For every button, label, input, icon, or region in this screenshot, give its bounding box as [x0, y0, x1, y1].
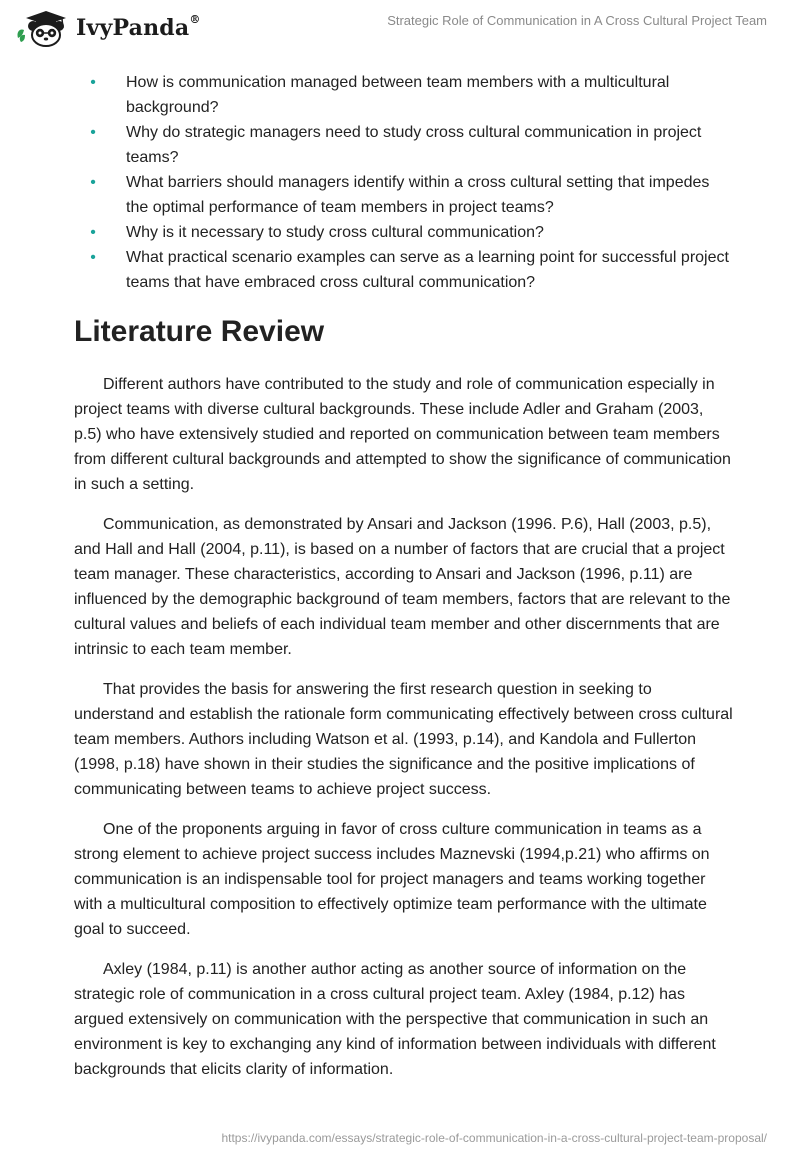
literature-review-body [74, 372, 734, 1097]
list-item: • What barriers should managers identify within a cross cultural setting that impedes the optimal performance of team members in project teams? [126, 170, 736, 220]
bullet-icon: • [90, 174, 96, 191]
panda-graduate-icon [14, 8, 70, 48]
list-item: • What practical scenario examples can serve as a learning point for successful project teams that have embraced cross cultural communication? [126, 245, 736, 295]
list-item: • How is communication managed between team members with a multicultural background? [126, 70, 736, 120]
bullet-icon: • [90, 224, 96, 241]
research-questions-list [0, 70, 800, 295]
paragraph: Communication, as demonstrated by Ansari and Jackson (1996. P.6), Hall (2003, p.5), and Hall and Hall (2004, p.11), is based on a number of factors that are crucial that a project team manager. These characteristics, according to Ansari and Jackson (1996, p.11) are influenced by the demographic background of team members, factors that are relevant to the cultural values and beliefs of each individual team member and other discernments that are intrinsic to each team member. [74, 516, 731, 658]
section-heading: Literature Review [74, 315, 325, 348]
document-title: Strategic Role of Communication in A Cross Cultural Project Team [387, 13, 767, 28]
bullet-icon: • [90, 74, 96, 91]
site-logo[interactable] [14, 8, 201, 48]
paragraph: Axley (1984, p.11) is another author acting as another source of information on the strategic role of communication in a cross cultural project team. Axley (1984, p.12) has argued extensively on communication with the perspective that communication in such an environment is key to exchanging any kind of information between individuals with different backgrounds that elicits clarity of information. [74, 961, 716, 1078]
footer-url[interactable]: https://ivypanda.com/essays/strategic-role-of-communication-in-a-cross-cultural-project-team-proposal/ [221, 1131, 767, 1145]
list-item: • Why do strategic managers need to study cross cultural communication in project teams? [126, 120, 736, 170]
list-item: • Why is it necessary to study cross cultural communication? [126, 220, 736, 245]
paragraph: Different authors have contributed to the study and role of communication especially in project teams with diverse cultural backgrounds. These include Adler and Graham (2003, p.5) who have extensively studied and reported on communication between team members from different cultural backgrounds and attempted to show the significance of communication in such a setting. [74, 376, 731, 493]
paragraph: That provides the basis for answering the first research question in seeking to understand and establish the rationale form communicating effectively between cross cultural team members. Authors including Watson et al. (1993, p.14), and Kandola and Fullerton (1998, p.18) have shown in their studies the significance and the positive implications of communicating between teams to achieve project success. [74, 681, 733, 798]
bullet-icon: • [90, 124, 96, 141]
logo-wordmark: IvyPanda® [76, 13, 201, 41]
paragraph: One of the proponents arguing in favor of cross culture communication in teams as a strong element to achieve project success includes Maznevski (1994,p.21) who affirms on communication is an indispensable tool for project managers and teams working together with a multicultural composition to effectively optimize team performance with the ultimate goal to succeed. [74, 821, 710, 938]
bullet-icon: • [90, 249, 96, 266]
